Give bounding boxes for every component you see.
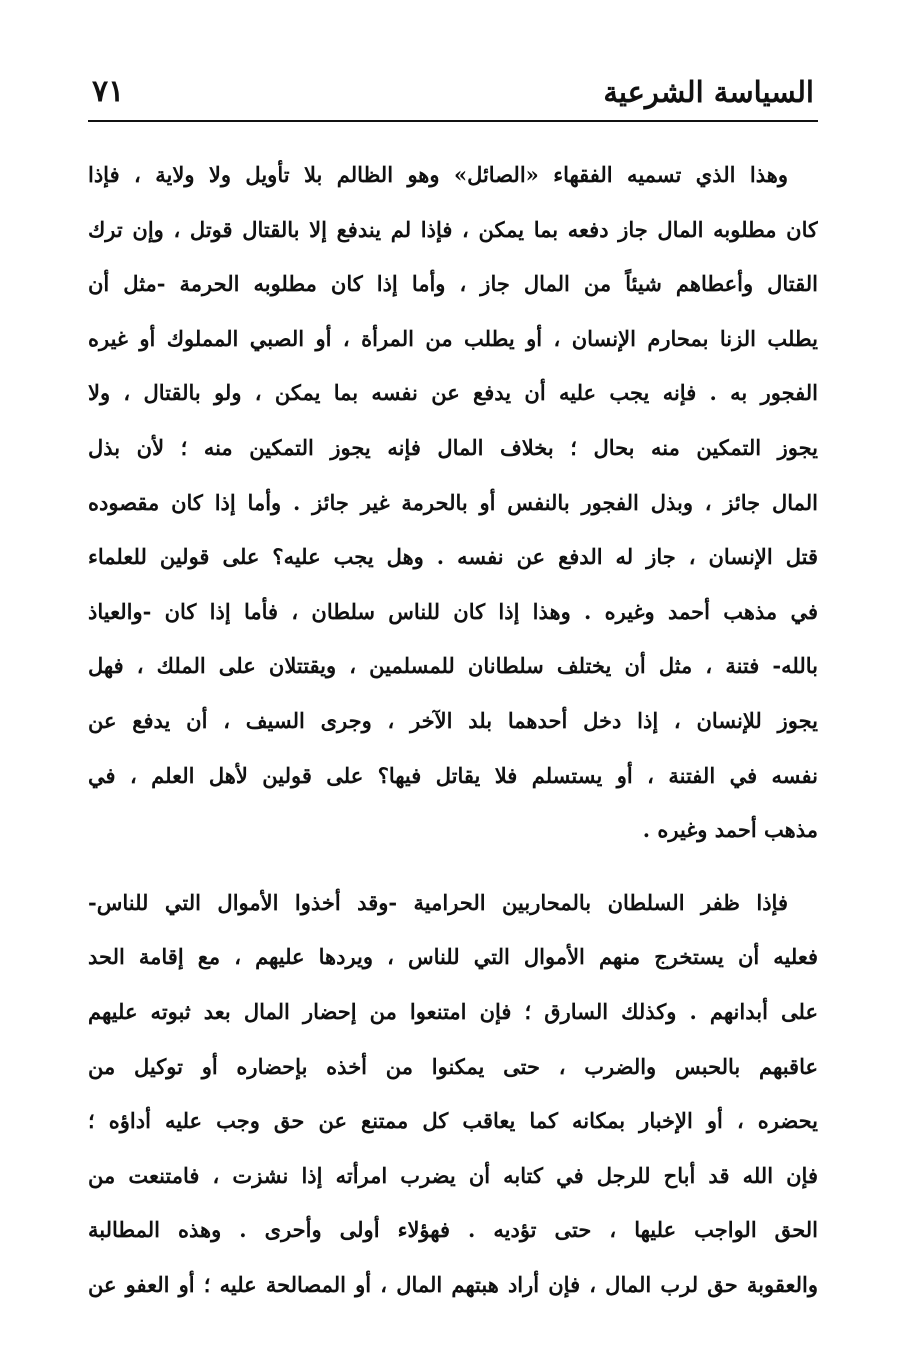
text-line: وهذا الذي تسميه الفقهاء «الصائل» وهو الظالم بلا تأويل ولا ولاية ، فإذا (88, 162, 788, 187)
paragraph (88, 876, 818, 1313)
text-line: يطلب الزنا بمحارم الإنسان ، أو يطلب من المرأة ، أو الصبي المملوك أو غيره (88, 325, 818, 351)
text-line: مذهب أحمد وغيره . (642, 817, 818, 843)
text-line: والعقوبة حق لرب المال ، فإن أراد هبتهم المال ، أو المصالحة عليه ؛ أو العفو عن (88, 1271, 818, 1297)
page-header (88, 64, 818, 122)
text-line: قتل الإنسان ، جاز له الدفع عن نفسه . وهل يجب عليه؟ على قولين للعلماء (88, 544, 818, 570)
text-line: فإذا ظفر السلطان بالمحاربين الحرامية -وقد أخذوا الأموال التي للناس- (88, 889, 788, 915)
running-title: السياسة الشرعية (603, 74, 814, 109)
body-text (88, 148, 818, 1312)
text-line: كان مطلوبه المال جاز دفعه بما يمكن ، فإذا لم يندفع إلا بالقتال قوتل ، وإن ترك (88, 216, 818, 242)
paragraph (88, 148, 818, 858)
text-line: القتال وأعطاهم شيئاً من المال جاز ، وأما إذا كان مطلوبه الحرمة -مثل أن (88, 271, 818, 297)
paragraph-gap (88, 858, 818, 876)
text-line: يحضره ، أو الإخبار بمكانه كما يعاقب كل ممتنع عن حق وجب عليه أداؤه ؛ (88, 1108, 818, 1134)
text-line: في مذهب أحمد وغيره . وهذا إذا كان للناس سلطان ، فأما إذا كان -والعياذ (88, 598, 818, 624)
page-number: ٧١ (92, 74, 125, 109)
text-line: نفسه في الفتنة ، أو يستسلم فلا يقاتل فيها؟ على قولين لأهل العلم ، في (88, 762, 818, 788)
text-line: الحق الواجب عليها ، حتى تؤديه . فهؤلاء أولى وأحرى . وهذه المطالبة (88, 1217, 818, 1243)
book-page (88, 64, 818, 1314)
text-line: الفجور به . فإنه يجب عليه أن يدفع عن نفسه بما يمكن ، ولو بالقتال ، ولا (88, 380, 818, 406)
text-line: فعليه أن يستخرج منهم الأموال التي للناس ، ويردها عليهم ، مع إقامة الحد (88, 944, 818, 970)
text-line: فإن الله قد أباح للرجل في كتابه أن يضرب امرأته إذا نشزت ، فامتنعت من (88, 1162, 818, 1188)
text-line: يجوز التمكين منه بحال ؛ بخلاف المال فإنه يجوز التمكين منه ؛ لأن بذل (88, 434, 818, 460)
text-line: عاقبهم بالحبس والضرب ، حتى يمكنوا من أخذه بإحضاره أو توكيل من (88, 1053, 818, 1079)
text-line: المال جائز ، وبذل الفجور بالنفس أو بالحرمة غير جائز . وأما إذا كان مقصوده (88, 489, 818, 515)
text-line: على أبدانهم . وكذلك السارق ؛ فإن امتنعوا من إحضار المال بعد ثبوته عليهم (88, 998, 818, 1024)
text-line: يجوز للإنسان ، إذا دخل أحدهما بلد الآخر ، وجرى السيف ، أن يدفع عن (88, 707, 818, 733)
text-line: بالله- فتنة ، مثل أن يختلف سلطانان للمسلمين ، ويقتتلان على الملك ، فهل (88, 653, 818, 679)
